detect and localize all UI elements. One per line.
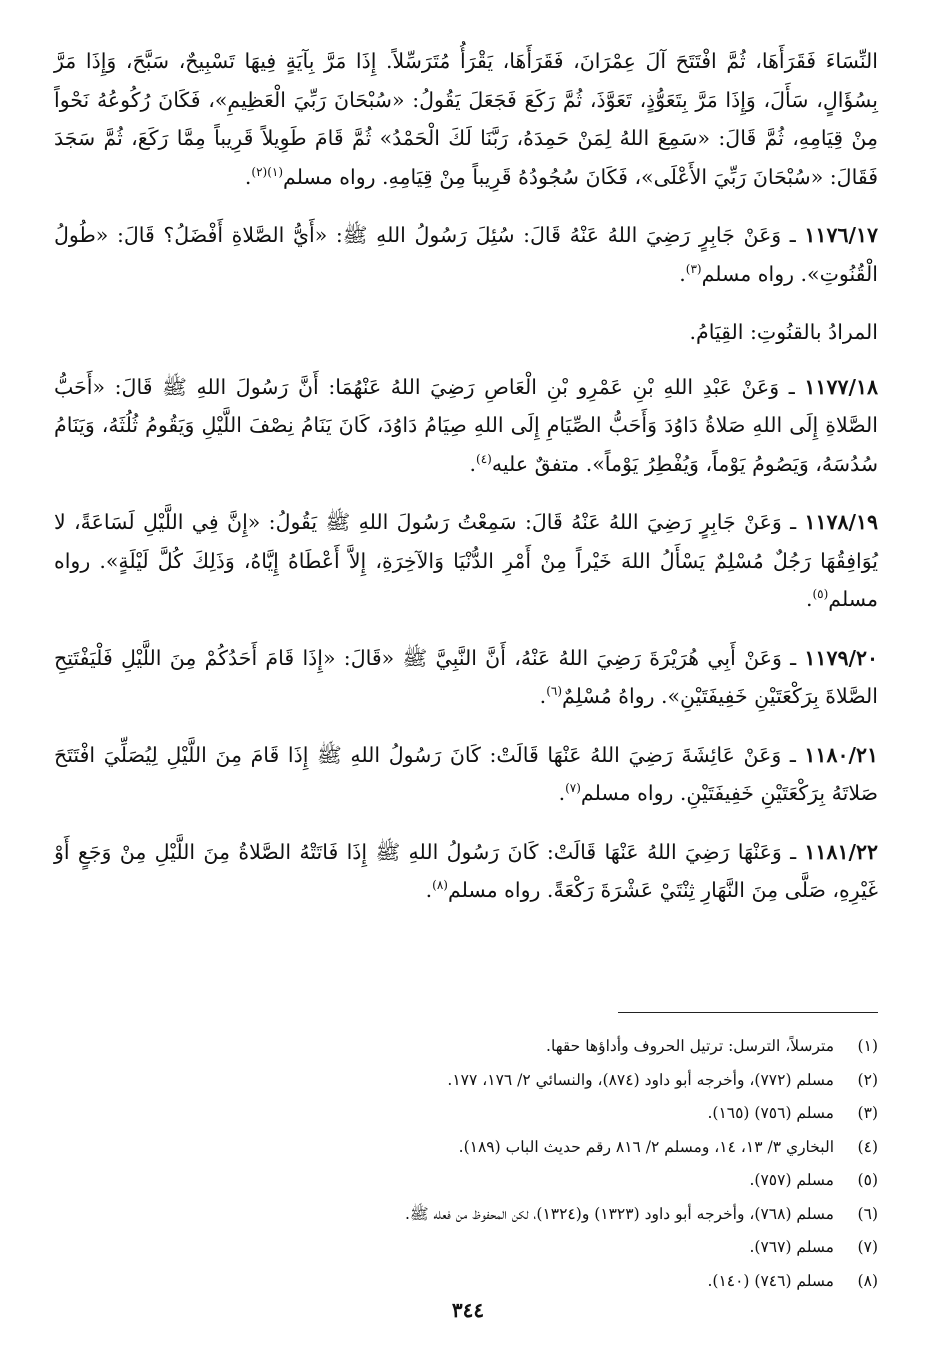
footnote-text: مسلم (٧٧٢)، وأخرجه أبو داود (٨٧٤)، والنسائي ٢/ ١٧٦، ١٧٧. bbox=[447, 1070, 834, 1089]
paragraph-text: المرادُ بالقنُوتِ: القِيَامُ. bbox=[689, 320, 878, 344]
hadith-1181: ١١٨١/٢٢ ـ وَعَنْهَا رَضِيَ اللهُ عَنْهَا قَالَتْ: كَانَ رَسُولُ اللهِ ﷺ إِذَا فَاتَتْهُ الصَّلاةُ مِنَ اللَّيْلِ مِنْ وَجَعٍ أَوْ غَيْرِهِ، صَلَّى مِنَ النَّهَارِ ثِنْتَيْ عَشْرَةَ رَكْعَةً. رواه مسلم$^{(٨)}$. bbox=[54, 839, 878, 902]
footnote bbox=[54, 1131, 878, 1165]
hadith-1176: ١١٧٦/١٧ ـ وَعَنْ جَابِرٍ رَضِيَ اللهُ عَنْهُ قَالَ: سُئِلَ رَسُولُ اللهِ ﷺ: «أَيُّ الصَّلاةِ أَفْضَلُ؟ قَالَ: «طُولُ الْقُنُوتِ». رواه مسلم$^{(٣)}$. bbox=[54, 223, 878, 286]
footnote-ref: (٣) bbox=[685, 261, 702, 276]
footnote-number: (٧) bbox=[857, 1238, 878, 1256]
footnote-number: (٥) bbox=[857, 1171, 878, 1189]
hadith-1178: ١١٧٨/١٩ ـ وَعَنْ جَابِرٍ رَضِيَ اللهُ عَنْهُ قَالَ: سَمِعْتُ رَسُولَ اللهِ ﷺ يَقُولُ: «إِنَّ فِي اللَّيْلِ لَسَاعَةً، لا يُوَافِقُهَا رَجُلٌ مُسْلِمٌ يَسْأَلُ اللهَ خَيْراً مِنْ أَمْرِ الدُّنْيَا وَالآخِرَةِ، إِلاَّ أَعْطَاهُ إِيَّاهُ، وَذَلِكَ كُلَّ لَيْلَةٍ». رواه مسلم$^{(٥)}$. bbox=[54, 510, 878, 611]
footnote bbox=[54, 1064, 878, 1098]
footnote bbox=[54, 1265, 878, 1299]
footnote-text: مسلم (٧٦٨)، وأخرجه أبو داود (١٣٢٣) و(١٣٢٤)، لكن المحفوظ من فعله ﷺ. bbox=[404, 1204, 834, 1223]
footnote-text: مسلم (٧٤٦) (١٤٠). bbox=[707, 1271, 834, 1290]
footnotes bbox=[54, 1030, 878, 1298]
footnote-number: (٨) bbox=[857, 1271, 878, 1290]
hadith-continuation: النِّسَاءَ فَقَرَأَهَا، ثُمَّ افْتَتَحَ آلَ عِمْرَانَ، فَقَرَأَهَا، يَقْرَأُ مُتَرَسِّلاً. إِذَا مَرَّ بِآيَةٍ فِيهَا تَسْبِيحٌ، سَبَّحَ، وَإِذَا مَرَّ بِسُؤَالٍ، سَأَلَ، وَإِذَا مَرَّ بِتَعَوُّذٍ، تَعَوَّذَ، ثُمَّ رَكَعَ فَجَعَلَ يَقُولُ: «سُبْحَانَ رَبِّيَ الْعَظِيمِ»، فَكَانَ رُكُوعُهُ نَحْواً مِنْ قِيَامِهِ، ثُمَّ قَالَ: «سَمِعَ اللهُ لِمَنْ حَمِدَهُ، رَبَّنَا لَكَ الْحَمْدُ» ثُمَّ قَامَ طَوِيلاً قَرِيباً مِمَّا رَكَعَ، ثُمَّ سَجَدَ فَقَالَ: «سُبْحَانَ رَبِّيَ الأَعْلَى»، فَكَانَ سُجُودُهُ قَرِيباً مِنْ قِيَامِهِ. رواه مسلم$^{(١)(٢)}$. bbox=[54, 49, 878, 189]
footnote-divider bbox=[618, 1012, 878, 1013]
footnote-ref: (٢) bbox=[251, 164, 268, 179]
footnote-text: مسلم (٧٦٧). bbox=[749, 1238, 834, 1256]
footnote-ref: (٧) bbox=[565, 781, 581, 796]
footnote bbox=[54, 1231, 878, 1265]
footnote-text: البخاري ٣/ ١٣، ١٤، ومسلم ٢/ ٨١٦ رقم حديث الباب (١٨٩). bbox=[458, 1137, 834, 1156]
paragraph-text: النِّسَاءَ فَقَرَأَهَا، ثُمَّ افْتَتَحَ آلَ عِمْرَانَ، فَقَرَأَهَا، يَقْرَأُ مُتَرَسِّلاً. إِذَا مَرَّ بِآيَةٍ فِيهَا تَسْبِيحٌ، سَبَّحَ، وَإِذَا مَرَّ بِسُؤَالٍ، سَأَلَ، وَإِذَا مَرَّ بِتَعَوُّذٍ، تَعَوَّذَ، ثُمَّ رَكَعَ فَجَعَلَ يَقُولُ: «سُبْحَانَ رَبِّيَ الْعَظِيمِ»، فَكَانَ رُكُوعُهُ نَحْواً مِنْ قِيَامِهِ، ثُمَّ قَالَ: «سَمِعَ اللهُ لِمَنْ حَمِدَهُ، رَبَّنَا لَكَ الْحَمْدُ» ثُمَّ قَامَ طَوِيلاً قَرِيباً مِمَّا رَكَعَ، ثُمَّ سَجَدَ فَقَالَ: «سُبْحَانَ رَبِّيَ الأَعْلَى»، فَكَانَ سُجُودُهُ قَرِيباً مِنْ قِيَامِهِ. رواه مسلم bbox=[54, 49, 878, 189]
hadith-number: ١١٧٦/١٧ bbox=[804, 223, 878, 247]
footnote-ref: (٦) bbox=[546, 684, 563, 699]
footnote-text: مسلم (٧٥٦) (١٦٥). bbox=[707, 1104, 834, 1122]
hadith-1177: ١١٧٧/١٨ ـ وَعَنْ عَبْدِ اللهِ بْنِ عَمْرِو بْنِ الْعَاصِ رَضِيَ اللهُ عَنْهُمَا: أَنَّ رَسُولَ اللهِ ﷺ قَالَ: «أَحَبُّ الصَّلاةِ إِلَى اللهِ صَلاةُ دَاوُدَ وَأَحَبُّ الصِّيَامِ إِلَى اللهِ صِيَامُ دَاوُدَ، كَانَ يَنَامُ نِصْفَ اللَّيْلِ وَيَقُومُ ثُلُثَهُ، وَيَنَامُ سُدُسَهُ، وَيَصُومُ يَوْماً، وَيُفْطِرُ يَوْماً». متفقٌ عليه$^{(٤)}$. bbox=[54, 374, 878, 476]
footnote bbox=[54, 1164, 878, 1198]
footnote bbox=[54, 1097, 878, 1131]
hadith-1179: ١١٧٩/٢٠ ـ وَعَنْ أَبِي هُرَيْرَةَ رَضِيَ اللهُ عَنْهُ، أَنَّ النَّبِيَّ ﷺ «قَالَ: «إِذَا قَامَ أَحَدُكُمْ مِنَ اللَّيْلِ فَلْيَفْتَتِحِ الصَّلاةَ بِرَكْعَتَيْنِ خَفِيفَتَيْنِ». رواهُ مُسْلِمٌ$^{(٦)}$. bbox=[54, 645, 878, 708]
paragraph-text: ـ وَعَنْ جَابِرٍ رَضِيَ اللهُ عَنْهُ قَالَ: سَمِعْتُ رَسُولَ اللهِ ﷺ يَقُولُ: «إِنَّ فِي اللَّيْلِ لَسَاعَةً، لا يُوَافِقُهَا رَجُلٌ مُسْلِمٌ يَسْأَلُ اللهَ خَيْراً مِنْ أَمْرِ الدُّنْيَا وَالآخِرَةِ، إِلاَّ أَعْطَاهُ إِيَّاهُ، وَذَلِكَ كُلَّ لَيْلَةٍ». رواه مسلم bbox=[54, 510, 878, 611]
footnote-number: (٤) bbox=[857, 1137, 878, 1156]
footnote-number: (٣) bbox=[857, 1104, 878, 1122]
hadith-1180: ١١٨٠/٢١ ـ وَعَنْ عَائِشَةَ رَضِيَ اللهُ عَنْهَا قَالَتْ: كَانَ رَسُولُ اللهِ ﷺ إِذَا قَامَ مِنَ اللَّيْلِ لِيُصَلِّيَ افْتَتَحَ صَلاتَهُ بِرَكْعَتَيْنِ خَفِيفَتَيْنِ. رواه مسلم$^{(٧)}$. bbox=[54, 742, 878, 805]
footnote-number: (٢) bbox=[857, 1070, 878, 1089]
explanation-note bbox=[54, 313, 878, 352]
footnote bbox=[54, 1030, 878, 1064]
footnote-text: مترسلاً، الترسل: ترتيل الحروف وأداؤها حقها. bbox=[546, 1037, 834, 1055]
paragraph-text: ـ وَعَنْ عَائِشَةَ رَضِيَ اللهُ عَنْهَا قَالَتْ: كَانَ رَسُولُ اللهِ ﷺ إِذَا قَامَ مِنَ اللَّيْلِ لِيُصَلِّيَ افْتَتَحَ صَلاتَهُ بِرَكْعَتَيْنِ خَفِيفَتَيْنِ. رواه مسلم bbox=[54, 742, 878, 805]
footnote-ref: (٤) bbox=[476, 451, 492, 466]
hadith-number: ١١٧٧/١٨ bbox=[804, 374, 878, 399]
hadith-number: ١١٨٠/٢١ bbox=[804, 742, 878, 767]
paragraph-text: ـ وَعَنْ أَبِي هُرَيْرَةَ رَضِيَ اللهُ عَنْهُ، أَنَّ النَّبِيَّ ﷺ «قَالَ: «إِذَا قَامَ أَحَدُكُمْ مِنَ اللَّيْلِ فَلْيَفْتَتِحِ الصَّلاةَ بِرَكْعَتَيْنِ خَفِيفَتَيْنِ». رواهُ مُسْلِمٌ bbox=[54, 645, 878, 708]
footnote-text: مسلم (٧٥٧). bbox=[749, 1171, 834, 1189]
footnote-ref: (٥) bbox=[812, 587, 829, 602]
footnote-number: (١) bbox=[857, 1037, 878, 1055]
paragraph-text: ـ وَعَنْ عَبْدِ اللهِ بْنِ عَمْرِو بْنِ الْعَاصِ رَضِيَ اللهُ عَنْهُمَا: أَنَّ رَسُولَ اللهِ ﷺ قَالَ: «أَحَبُّ الصَّلاةِ إِلَى اللهِ صَلاةُ دَاوُدَ وَأَحَبُّ الصِّيَامِ إِلَى اللهِ صِيَامُ دَاوُدَ، كَانَ يَنَامُ نِصْفَ اللَّيْلِ وَيَقُومُ ثُلُثَهُ، وَيَنَامُ سُدُسَهُ، وَيَصُومُ يَوْماً، وَيُفْطِرُ يَوْماً». متفقٌ عليه bbox=[54, 374, 878, 476]
page-number: ٣٤٤ bbox=[451, 1298, 485, 1322]
paragraph-text: ـ وَعَنْهَا رَضِيَ اللهُ عَنْهَا قَالَتْ: كَانَ رَسُولُ اللهِ ﷺ إِذَا فَاتَتْهُ الصَّلاةُ مِنَ اللَّيْلِ مِنْ وَجَعٍ أَوْ غَيْرِهِ، صَلَّى مِنَ النَّهَارِ ثِنْتَيْ عَشْرَةَ رَكْعَةً. رواه مسلم bbox=[54, 839, 878, 902]
footnote-ref: (١) bbox=[267, 164, 284, 179]
hadith-number: ١١٨١/٢٢ bbox=[804, 839, 878, 864]
hadith-number: ١١٧٨/١٩ bbox=[804, 510, 878, 534]
footnote-number: (٦) bbox=[857, 1204, 878, 1223]
hadith-number: ١١٧٩/٢٠ bbox=[804, 645, 878, 670]
paragraph-text: ـ وَعَنْ جَابِرٍ رَضِيَ اللهُ عَنْهُ قَالَ: سُئِلَ رَسُولُ اللهِ ﷺ: «أَيُّ الصَّلاةِ أَفْضَلُ؟ قَالَ: «طُولُ الْقُنُوتِ». رواه مسلم bbox=[54, 223, 878, 286]
main-text bbox=[54, 42, 878, 930]
footnote-ref: (٨) bbox=[432, 878, 448, 893]
footnote bbox=[54, 1198, 878, 1232]
